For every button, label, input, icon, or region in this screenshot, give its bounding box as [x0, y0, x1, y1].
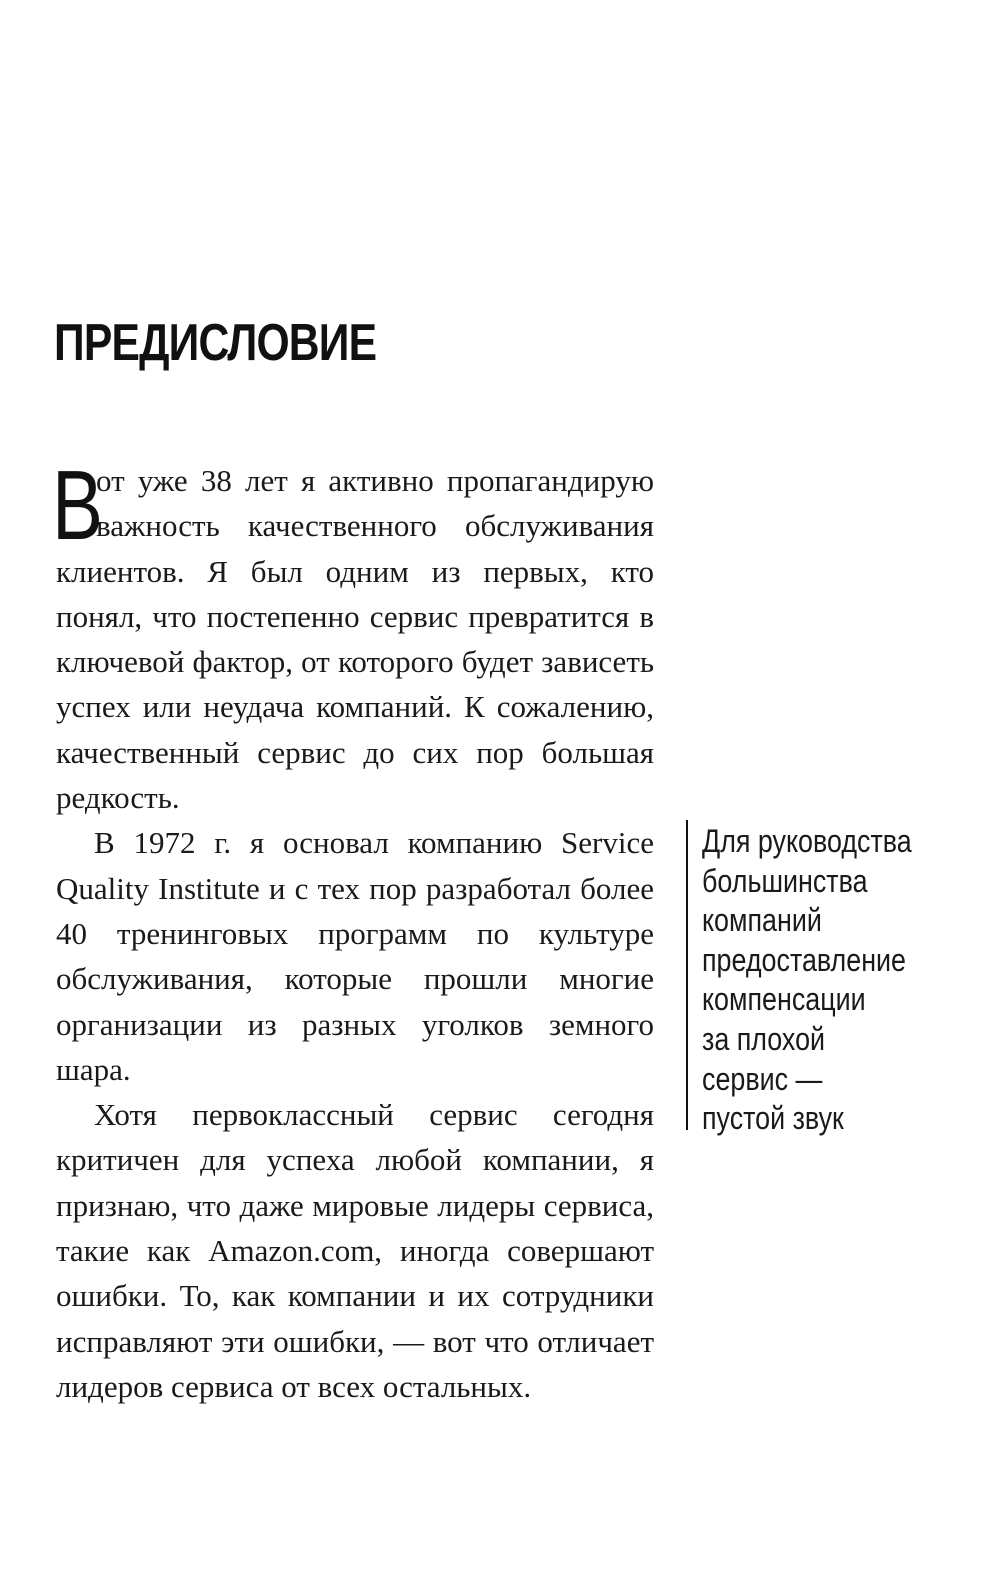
paragraph-2: В 1972 г. я основал компанию Service Quality Institute и с тех пор разработал более 40 тренинговых программ по культуре обслуживания, которые прошли многие организации из разных уголков земного шара.	[56, 825, 654, 1087]
pull-quote-line: за плохой	[702, 1020, 826, 1057]
chapter-title: ПРЕДИСЛОВИЕ	[54, 314, 377, 372]
pull-quote-text	[702, 822, 954, 1139]
paragraph-1	[52, 450, 654, 820]
pull-quote-line: предоставление	[702, 941, 907, 978]
pull-quote-line: Для руководства	[702, 823, 912, 859]
paragraph-3: Хотя первоклассный сервис сегодня критичен для успеха любой компании, я признаю, что даже мировые лидеры сервиса, такие как Amazon.com, иногда совершают ошибки. То, как компании и их сотрудники исправляют эти ошибки, — вот что отличает лидеров сервиса от всех остальных.	[56, 1097, 654, 1404]
body-text	[52, 450, 654, 1409]
pull-quote-line: большинства	[702, 862, 868, 899]
paragraph-1-text: от уже 38 лет я активно пропагандирую важность качественного обслуживания клиентов. Я был одним из первых, кто понял, что постепенно сервис превратится в ключевой фактор, от которого будет зависеть успех или неудача компаний. К сожалению, качественный сервис до сих пор большая редкость.	[56, 463, 654, 816]
pull-quote-line: компенсации	[702, 981, 866, 1018]
pull-quote-line: пустой звук	[702, 1100, 844, 1137]
pull-quote-line: компаний	[702, 902, 822, 939]
pull-quote	[686, 820, 956, 1137]
drop-cap: В	[52, 450, 103, 560]
pull-quote-line: сервис —	[702, 1060, 823, 1097]
